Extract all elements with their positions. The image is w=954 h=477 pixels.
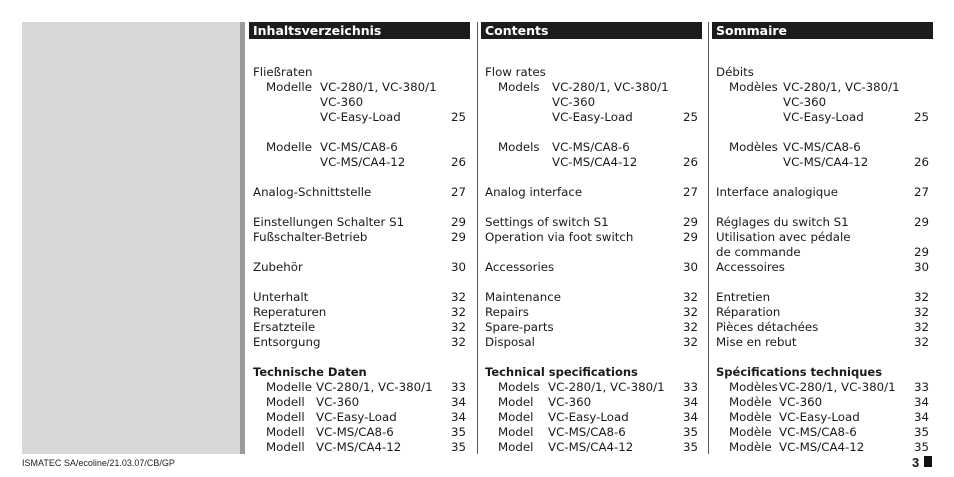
- toc-row: [249, 95, 470, 110]
- toc-page-number: 32: [913, 290, 929, 304]
- toc-model-name: VC-MS/CA8-6: [783, 140, 861, 154]
- toc-row: [478, 305, 702, 320]
- toc-model-label: Modèle: [729, 410, 772, 424]
- toc-model-name: VC-280/1, VC-380/1: [779, 380, 896, 394]
- toc-row: [709, 215, 933, 230]
- toc-page-number: 35: [682, 440, 698, 454]
- toc-page-number: 26: [913, 155, 929, 169]
- toc-entry-title: Reperaturen: [253, 305, 327, 319]
- toc-row: [249, 110, 470, 125]
- toc-entry-title: Débits: [716, 65, 754, 79]
- toc-row: [478, 380, 702, 395]
- toc-page-number: 26: [450, 155, 466, 169]
- toc-row: [709, 200, 933, 215]
- toc-row: [478, 95, 702, 110]
- toc-entry-title: Spare-parts: [485, 320, 554, 334]
- toc-row: [709, 320, 933, 335]
- toc-row: [249, 125, 470, 140]
- toc-entry-title: Accessories: [485, 260, 555, 274]
- toc-column-english: [477, 22, 702, 454]
- toc-page-number: 29: [913, 215, 929, 229]
- toc-row: [478, 290, 702, 305]
- toc-page-number: 26: [682, 155, 698, 169]
- toc-column-french: [708, 22, 933, 454]
- toc-model-label: Modèle: [729, 395, 772, 409]
- toc-row: [478, 155, 702, 170]
- toc-page-number: 32: [682, 335, 698, 349]
- toc-page-number: 34: [450, 395, 466, 409]
- toc-page-number: 32: [450, 305, 466, 319]
- toc-page-number: 35: [450, 425, 466, 439]
- toc-model-label: Modell: [266, 440, 305, 454]
- toc-model-name: VC-Easy-Load: [320, 110, 401, 124]
- toc-entry-title: Interface analogique: [716, 185, 838, 199]
- toc-row: [478, 110, 702, 125]
- toc-model-name: VC-MS/CA8-6: [316, 425, 394, 439]
- toc-row: [709, 380, 933, 395]
- toc-row: [249, 185, 470, 200]
- toc-entry-title: Fließraten: [253, 65, 313, 79]
- toc-model-label: Model: [498, 440, 534, 454]
- toc-row: [478, 245, 702, 260]
- toc-row: [249, 140, 470, 155]
- toc-entry-title: Entretien: [716, 290, 771, 304]
- toc-row: [709, 350, 933, 365]
- toc-row: [478, 185, 702, 200]
- toc-model-label: Modèles: [729, 380, 778, 394]
- toc-row: [709, 290, 933, 305]
- toc-entry-title: Operation via foot switch: [485, 230, 634, 244]
- toc-row: [249, 245, 470, 260]
- toc-page-number: 32: [450, 335, 466, 349]
- toc-row: [249, 410, 470, 425]
- footer-document-code: ISMATEC SA/ecoline/21.03.07/CB/GP: [22, 458, 175, 468]
- toc-entry-title: Settings of switch S1: [485, 215, 609, 229]
- toc-model-name: VC-280/1, VC-380/1: [548, 380, 665, 394]
- toc-model-name: VC-MS/CA8-6: [552, 140, 630, 154]
- toc-row: [478, 410, 702, 425]
- toc-row: [249, 200, 470, 215]
- toc-page-number: 35: [913, 440, 929, 454]
- toc-entry-title: Accessoires: [716, 260, 785, 274]
- toc-entry-title: Analog interface: [485, 185, 583, 199]
- toc-entry-title: Maintenance: [485, 290, 561, 304]
- toc-row: [249, 275, 470, 290]
- toc-page-number: 30: [913, 260, 929, 274]
- toc-row: [478, 350, 702, 365]
- toc-model-label: Modell: [266, 395, 305, 409]
- toc-row: [709, 80, 933, 95]
- toc-page-number: 34: [450, 410, 466, 424]
- toc-model-label: Modell: [266, 425, 305, 439]
- toc-model-label: Modelle: [266, 140, 312, 154]
- toc-entry-title: Mise en rebut: [716, 335, 797, 349]
- toc-page-number: 34: [682, 395, 698, 409]
- toc-row: [478, 365, 702, 380]
- toc-model-name: VC-280/1, VC-380/1: [783, 80, 900, 94]
- toc-model-label: Modèle: [729, 440, 772, 454]
- toc-page-number: 29: [913, 245, 929, 259]
- left-gray-panel: [22, 22, 240, 454]
- toc-row: [249, 305, 470, 320]
- toc-header-german: Inhaltsverzeichnis: [249, 22, 470, 39]
- toc-model-name: VC-MS/CA8-6: [548, 425, 626, 439]
- toc-header-french: Sommaire: [712, 22, 933, 39]
- toc-row: [478, 395, 702, 410]
- toc-row: [478, 425, 702, 440]
- toc-row: [249, 365, 470, 380]
- toc-entry-title: Utilisation avec pédale: [716, 230, 851, 244]
- toc-model-label: Modèles: [729, 140, 778, 154]
- toc-page-number: 30: [450, 260, 466, 274]
- toc-page-number: 32: [682, 290, 698, 304]
- toc-model-label: Modèle: [729, 425, 772, 439]
- toc-model-label: Models: [498, 380, 540, 394]
- toc-entry-title: de commande: [716, 245, 801, 259]
- toc-model-name: VC-360: [320, 95, 364, 109]
- toc-model-name: VC-360: [316, 395, 360, 409]
- toc-row: [249, 425, 470, 440]
- toc-model-name: VC-Easy-Load: [783, 110, 864, 124]
- toc-model-name: VC-360: [552, 95, 596, 109]
- toc-model-name: VC-280/1, VC-380/1: [552, 80, 669, 94]
- toc-row: [249, 335, 470, 350]
- toc-model-name: VC-Easy-Load: [316, 410, 397, 424]
- toc-page-number: 27: [682, 185, 698, 199]
- toc-page-number: 25: [913, 110, 929, 124]
- toc-row: [478, 260, 702, 275]
- toc-row: [709, 95, 933, 110]
- toc-header-english: Contents: [481, 22, 702, 39]
- toc-row: [249, 395, 470, 410]
- toc-model-name: VC-MS/CA8-6: [320, 140, 398, 154]
- toc-row: [709, 395, 933, 410]
- toc-page-number: 32: [450, 290, 466, 304]
- toc-page-number: 27: [450, 185, 466, 199]
- toc-model-name: VC-MS/CA4-12: [783, 155, 869, 169]
- toc-page-number: 25: [450, 110, 466, 124]
- toc-entry-title: Réparation: [716, 305, 781, 319]
- toc-entry-title: Disposal: [485, 335, 535, 349]
- toc-model-name: VC-Easy-Load: [552, 110, 633, 124]
- toc-section-heading: Spécifications techniques: [716, 365, 883, 379]
- toc-model-name: VC-MS/CA8-6: [779, 425, 857, 439]
- toc-row: [249, 80, 470, 95]
- toc-page-number: 32: [682, 305, 698, 319]
- toc-row: [249, 170, 470, 185]
- toc-row: [249, 320, 470, 335]
- toc-row: [249, 65, 470, 80]
- toc-page-number: 29: [450, 230, 466, 244]
- toc-row: [249, 380, 470, 395]
- toc-row: [709, 335, 933, 350]
- toc-row: [709, 245, 933, 260]
- toc-row: [249, 215, 470, 230]
- toc-model-name: VC-MS/CA4-12: [552, 155, 638, 169]
- toc-entry-title: Pièces détachées: [716, 320, 819, 334]
- toc-row: [249, 440, 470, 455]
- toc-row: [709, 425, 933, 440]
- toc-page-number: 34: [913, 410, 929, 424]
- toc-model-name: VC-MS/CA4-12: [320, 155, 406, 169]
- toc-entry-title: Repairs: [485, 305, 529, 319]
- toc-page-number: 32: [913, 320, 929, 334]
- toc-model-label: Modèles: [729, 80, 778, 94]
- toc-row: [478, 140, 702, 155]
- toc-row: [249, 230, 470, 245]
- toc-model-name: VC-280/1, VC-380/1: [320, 80, 437, 94]
- toc-row: [249, 260, 470, 275]
- toc-row: [478, 320, 702, 335]
- toc-page-number: 32: [682, 320, 698, 334]
- toc-entry-title: Zubehör: [253, 260, 303, 274]
- toc-model-name: VC-MS/CA4-12: [779, 440, 865, 454]
- toc-model-name: VC-360: [779, 395, 823, 409]
- toc-row: [478, 125, 702, 140]
- toc-model-label: Model: [498, 410, 534, 424]
- toc-row: [709, 260, 933, 275]
- toc-model-label: Model: [498, 395, 534, 409]
- toc-row: [709, 170, 933, 185]
- toc-entry-title: Fußschalter-Betrieb: [253, 230, 368, 244]
- toc-entry-title: Ersatzteile: [253, 320, 316, 334]
- toc-model-name: VC-MS/CA4-12: [316, 440, 402, 454]
- toc-row: [709, 440, 933, 455]
- toc-page-number: 34: [682, 410, 698, 424]
- toc-page-number: 30: [682, 260, 698, 274]
- toc-row: [478, 335, 702, 350]
- toc-row: [709, 410, 933, 425]
- toc-row: [478, 65, 702, 80]
- toc-page-number: 32: [913, 335, 929, 349]
- toc-row: [709, 275, 933, 290]
- toc-row: [478, 215, 702, 230]
- toc-row: [478, 200, 702, 215]
- toc-row: [249, 290, 470, 305]
- toc-model-name: VC-Easy-Load: [779, 410, 860, 424]
- toc-model-name: VC-MS/CA4-12: [548, 440, 634, 454]
- toc-page-number: 29: [450, 215, 466, 229]
- toc-row: [709, 185, 933, 200]
- toc-row: [709, 65, 933, 80]
- left-gray-bar: [240, 22, 245, 454]
- toc-entry-title: Einstellungen Schalter S1: [253, 215, 405, 229]
- toc-entry-title: Unterhalt: [253, 290, 309, 304]
- page-number: 3: [912, 455, 920, 470]
- toc-page-number: 34: [913, 395, 929, 409]
- toc-column-german: [249, 22, 470, 454]
- toc-row: [478, 170, 702, 185]
- toc-entry-title: Entsorgung: [253, 335, 321, 349]
- toc-page-number: 32: [450, 320, 466, 334]
- toc-row: [478, 80, 702, 95]
- toc-model-label: Model: [498, 425, 534, 439]
- toc-page-number: 29: [682, 215, 698, 229]
- toc-page-number: 35: [450, 440, 466, 454]
- toc-row: [709, 110, 933, 125]
- toc-page-number: 35: [682, 425, 698, 439]
- page-marker-square: [924, 456, 932, 467]
- toc-row: [478, 230, 702, 245]
- toc-row: [249, 155, 470, 170]
- toc-row: [709, 140, 933, 155]
- toc-row: [709, 230, 933, 245]
- toc-model-label: Models: [498, 140, 540, 154]
- toc-model-name: VC-Easy-Load: [548, 410, 629, 424]
- toc-section-heading: Technische Daten: [253, 365, 367, 379]
- toc-page-number: 33: [682, 380, 698, 394]
- toc-section-heading: Technical specifications: [485, 365, 638, 379]
- toc-row: [709, 305, 933, 320]
- toc-page-number: 25: [682, 110, 698, 124]
- toc-model-label: Modelle: [266, 80, 312, 94]
- toc-entry-title: Flow rates: [485, 65, 546, 79]
- toc-row: [709, 125, 933, 140]
- toc-row: [478, 275, 702, 290]
- toc-model-name: VC-360: [548, 395, 592, 409]
- toc-page-number: 35: [913, 425, 929, 439]
- toc-row: [709, 365, 933, 380]
- toc-row: [709, 155, 933, 170]
- toc-entry-title: Analog-Schnittstelle: [253, 185, 372, 199]
- toc-model-name: VC-360: [783, 95, 827, 109]
- toc-model-label: Models: [498, 80, 540, 94]
- toc-model-label: Modelle: [266, 380, 312, 394]
- toc-model-label: Modell: [266, 410, 305, 424]
- toc-page-number: 32: [913, 305, 929, 319]
- toc-row: [478, 440, 702, 455]
- toc-row: [249, 350, 470, 365]
- toc-page-number: 33: [450, 380, 466, 394]
- toc-model-name: VC-280/1, VC-380/1: [316, 380, 433, 394]
- toc-page-number: 33: [913, 380, 929, 394]
- toc-entry-title: Réglages du switch S1: [716, 215, 849, 229]
- toc-page-number: 27: [913, 185, 929, 199]
- toc-page-number: 29: [682, 230, 698, 244]
